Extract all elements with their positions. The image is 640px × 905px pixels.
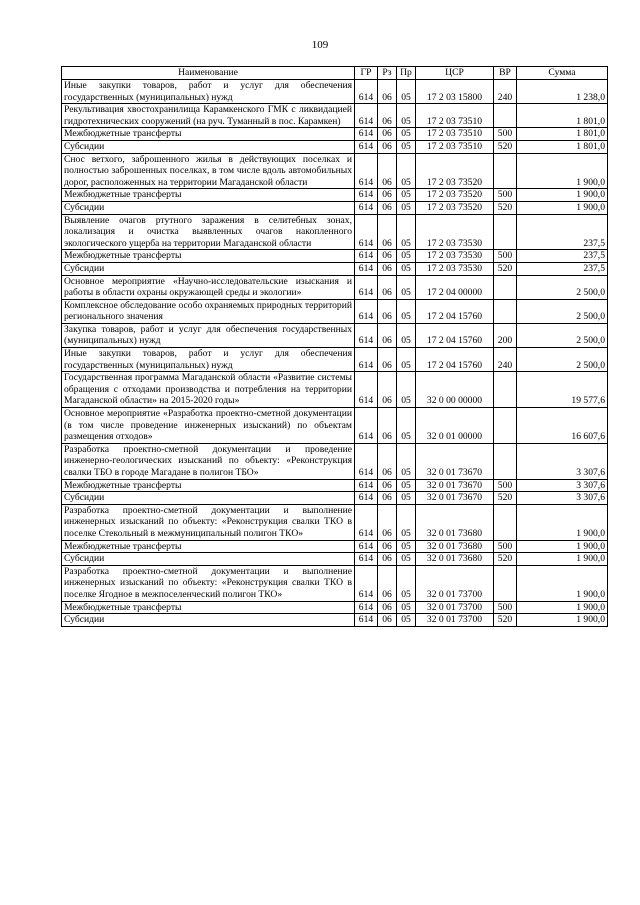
cell-sum: 1 900,0 xyxy=(517,540,608,553)
cell-rz: 06 xyxy=(378,323,397,347)
header-pr: Пр xyxy=(397,67,416,80)
cell-pr: 05 xyxy=(397,189,416,202)
cell-csr: 32 0 01 00000 xyxy=(416,408,494,444)
cell-gr: 614 xyxy=(355,479,378,492)
cell-rz: 06 xyxy=(378,565,397,601)
cell-pr: 05 xyxy=(397,201,416,214)
cell-gr: 614 xyxy=(355,323,378,347)
cell-csr: 32 0 01 73700 xyxy=(416,601,494,614)
cell-gr: 614 xyxy=(355,565,378,601)
cell-sum: 1 900,0 xyxy=(517,553,608,566)
cell-pr: 05 xyxy=(397,408,416,444)
cell-pr: 05 xyxy=(397,372,416,408)
cell-rz: 06 xyxy=(378,614,397,627)
cell-rz: 06 xyxy=(378,214,397,250)
cell-sum: 2 500,0 xyxy=(517,299,608,323)
cell-pr: 05 xyxy=(397,128,416,141)
cell-rz: 06 xyxy=(378,553,397,566)
cell-pr: 05 xyxy=(397,153,416,189)
table-row xyxy=(62,140,608,153)
cell-vr: 520 xyxy=(494,614,517,627)
cell-vr xyxy=(494,275,517,299)
cell-rz: 06 xyxy=(378,104,397,128)
table-row xyxy=(62,553,608,566)
cell-vr xyxy=(494,408,517,444)
cell-sum: 1 900,0 xyxy=(517,601,608,614)
cell-vr xyxy=(494,104,517,128)
cell-csr: 32 0 01 73670 xyxy=(416,443,494,479)
cell-gr: 614 xyxy=(355,262,378,275)
cell-name: Разработка проектно-сметной документации и выполнение инженерных изысканий по объекту: «Реконструкция свалки ТКО в поселке Стекольный в межмуниципальный полигон ТКО» xyxy=(62,504,355,540)
cell-pr: 05 xyxy=(397,214,416,250)
cell-rz: 06 xyxy=(378,128,397,141)
cell-pr: 05 xyxy=(397,565,416,601)
cell-gr: 614 xyxy=(355,348,378,372)
cell-csr: 17 2 03 15800 xyxy=(416,80,494,104)
page-number: 109 xyxy=(311,39,329,51)
cell-vr: 500 xyxy=(494,540,517,553)
cell-name: Комплексное обследование особо охраняемых природных территорий регионального значения xyxy=(62,299,355,323)
cell-name: Межбюджетные трансферты xyxy=(62,189,355,202)
cell-vr: 240 xyxy=(494,348,517,372)
cell-name: Межбюджетные трансферты xyxy=(62,540,355,553)
table-row xyxy=(62,540,608,553)
cell-gr: 614 xyxy=(355,128,378,141)
cell-rz: 06 xyxy=(378,443,397,479)
cell-name: Основное мероприятие «Научно-исследовательские изыскания и работы в области охраны окружающей среды и экологии» xyxy=(62,275,355,299)
cell-name: Субсидии xyxy=(62,492,355,505)
cell-rz: 06 xyxy=(378,140,397,153)
cell-rz: 06 xyxy=(378,201,397,214)
cell-gr: 614 xyxy=(355,275,378,299)
cell-sum: 1 900,0 xyxy=(517,565,608,601)
cell-pr: 05 xyxy=(397,262,416,275)
cell-pr: 05 xyxy=(397,299,416,323)
cell-vr: 500 xyxy=(494,250,517,263)
cell-pr: 05 xyxy=(397,323,416,347)
cell-rz: 06 xyxy=(378,189,397,202)
cell-vr: 520 xyxy=(494,553,517,566)
cell-pr: 05 xyxy=(397,614,416,627)
cell-csr: 32 0 01 73670 xyxy=(416,479,494,492)
cell-sum: 2 500,0 xyxy=(517,348,608,372)
cell-pr: 05 xyxy=(397,80,416,104)
cell-vr xyxy=(494,153,517,189)
cell-vr xyxy=(494,504,517,540)
cell-sum: 237,5 xyxy=(517,250,608,263)
header-rz: Рз xyxy=(378,67,397,80)
cell-vr xyxy=(494,214,517,250)
cell-pr: 05 xyxy=(397,601,416,614)
table-row xyxy=(62,153,608,189)
cell-csr: 17 2 03 73510 xyxy=(416,128,494,141)
cell-csr: 32 0 01 73700 xyxy=(416,614,494,627)
cell-pr: 05 xyxy=(397,492,416,505)
cell-sum: 3 307,6 xyxy=(517,479,608,492)
cell-gr: 614 xyxy=(355,250,378,263)
cell-pr: 05 xyxy=(397,348,416,372)
cell-gr: 614 xyxy=(355,189,378,202)
cell-name: Иные закупки товаров, работ и услуг для обеспечения государственных (муниципальных) нужд xyxy=(62,348,355,372)
table-row xyxy=(62,275,608,299)
cell-pr: 05 xyxy=(397,504,416,540)
header-csr: ЦСР xyxy=(416,67,494,80)
cell-csr: 17 2 04 15760 xyxy=(416,299,494,323)
cell-sum: 3 307,6 xyxy=(517,443,608,479)
cell-csr: 32 0 01 73700 xyxy=(416,565,494,601)
cell-sum: 19 577,6 xyxy=(517,372,608,408)
cell-vr xyxy=(494,443,517,479)
cell-csr: 32 0 01 73680 xyxy=(416,540,494,553)
table-row xyxy=(62,504,608,540)
cell-csr: 17 2 04 15760 xyxy=(416,323,494,347)
cell-rz: 06 xyxy=(378,601,397,614)
cell-name: Межбюджетные трансферты xyxy=(62,128,355,141)
cell-gr: 614 xyxy=(355,80,378,104)
table-row xyxy=(62,104,608,128)
cell-vr: 520 xyxy=(494,201,517,214)
cell-pr: 05 xyxy=(397,553,416,566)
cell-pr: 05 xyxy=(397,540,416,553)
cell-csr: 17 2 03 73520 xyxy=(416,201,494,214)
cell-gr: 614 xyxy=(355,372,378,408)
cell-name: Субсидии xyxy=(62,140,355,153)
cell-rz: 06 xyxy=(378,504,397,540)
cell-pr: 05 xyxy=(397,479,416,492)
cell-rz: 06 xyxy=(378,408,397,444)
cell-pr: 05 xyxy=(397,104,416,128)
cell-gr: 614 xyxy=(355,214,378,250)
cell-vr xyxy=(494,565,517,601)
cell-name: Закупка товаров, работ и услуг для обеспечения государственных (муниципальных) нужд xyxy=(62,323,355,347)
table-row xyxy=(62,128,608,141)
table-row xyxy=(62,348,608,372)
cell-sum: 16 607,6 xyxy=(517,408,608,444)
cell-gr: 614 xyxy=(355,553,378,566)
cell-name: Субсидии xyxy=(62,201,355,214)
cell-gr: 614 xyxy=(355,104,378,128)
cell-gr: 614 xyxy=(355,614,378,627)
table-row xyxy=(62,250,608,263)
header-name: Наименование xyxy=(62,67,355,80)
cell-rz: 06 xyxy=(378,540,397,553)
table-row xyxy=(62,565,608,601)
cell-csr: 32 0 01 73670 xyxy=(416,492,494,505)
cell-vr: 500 xyxy=(494,601,517,614)
cell-gr: 614 xyxy=(355,153,378,189)
cell-pr: 05 xyxy=(397,443,416,479)
cell-csr: 17 2 03 73530 xyxy=(416,214,494,250)
cell-csr: 17 2 03 73520 xyxy=(416,189,494,202)
cell-rz: 06 xyxy=(378,299,397,323)
table-row xyxy=(62,80,608,104)
cell-sum: 1 900,0 xyxy=(517,189,608,202)
table-row xyxy=(62,323,608,347)
cell-gr: 614 xyxy=(355,140,378,153)
cell-sum: 1 900,0 xyxy=(517,201,608,214)
cell-vr xyxy=(494,372,517,408)
cell-sum: 1 900,0 xyxy=(517,614,608,627)
table-row xyxy=(62,614,608,627)
table-row xyxy=(62,189,608,202)
table-row xyxy=(62,479,608,492)
cell-csr: 17 2 03 73520 xyxy=(416,153,494,189)
cell-vr: 520 xyxy=(494,262,517,275)
cell-gr: 614 xyxy=(355,408,378,444)
cell-name: Разработка проектно-сметной документации и выполнение инженерных изысканий по объекту: «Реконструкция свалки ТКО в поселке Ягодное в межпоселенческий полигон ТКО» xyxy=(62,565,355,601)
cell-csr: 32 0 01 73680 xyxy=(416,504,494,540)
cell-csr: 32 0 01 73680 xyxy=(416,553,494,566)
cell-pr: 05 xyxy=(397,275,416,299)
cell-csr: 17 2 04 00000 xyxy=(416,275,494,299)
cell-sum: 2 500,0 xyxy=(517,275,608,299)
cell-vr: 500 xyxy=(494,128,517,141)
header-gr: ГР xyxy=(355,67,378,80)
cell-sum: 1 238,0 xyxy=(517,80,608,104)
cell-rz: 06 xyxy=(378,250,397,263)
header-vr: ВР xyxy=(494,67,517,80)
cell-gr: 614 xyxy=(355,601,378,614)
cell-name: Субсидии xyxy=(62,614,355,627)
cell-gr: 614 xyxy=(355,492,378,505)
cell-rz: 06 xyxy=(378,479,397,492)
cell-rz: 06 xyxy=(378,372,397,408)
cell-sum: 3 307,6 xyxy=(517,492,608,505)
cell-name: Субсидии xyxy=(62,553,355,566)
cell-vr: 240 xyxy=(494,80,517,104)
cell-rz: 06 xyxy=(378,275,397,299)
cell-name: Рекультивация хвостохранилища Карамкенского ГМК с ликвидацией гидротехнических сооружений (на руч. Туманный в пос. Карамкен) xyxy=(62,104,355,128)
cell-rz: 06 xyxy=(378,348,397,372)
cell-name: Субсидии xyxy=(62,262,355,275)
cell-name: Основное мероприятие «Разработка проектно-сметной документации (в том числе проведение инженерных изысканий) по объектам размещения отходов» xyxy=(62,408,355,444)
cell-gr: 614 xyxy=(355,299,378,323)
header-sum: Сумма xyxy=(517,67,608,80)
cell-csr: 17 2 04 15760 xyxy=(416,348,494,372)
cell-sum: 1 900,0 xyxy=(517,504,608,540)
cell-name: Разработка проектно-сметной документации и проведение инженерно-геологических изысканий по объекту: «Реконструкция свалки ТБО в городе Магадане в полигон ТБО» xyxy=(62,443,355,479)
cell-name: Межбюджетные трансферты xyxy=(62,479,355,492)
cell-vr: 520 xyxy=(494,140,517,153)
cell-csr: 17 2 03 73530 xyxy=(416,262,494,275)
table-row xyxy=(62,443,608,479)
table-row xyxy=(62,201,608,214)
cell-name: Межбюджетные трансферты xyxy=(62,601,355,614)
cell-name: Выявление очагов ртутного заражения в селитебных зонах, локализация и очистка выявленных очагов накопленного экологического ущерба на территории Магаданской области xyxy=(62,214,355,250)
table-row xyxy=(62,214,608,250)
cell-csr: 32 0 00 00000 xyxy=(416,372,494,408)
cell-sum: 1 801,0 xyxy=(517,104,608,128)
cell-name: Государственная программа Магаданской области «Развитие системы обращения с отходами производства и потребления на территории Магаданской области» на 2015-2020 годы» xyxy=(62,372,355,408)
cell-pr: 05 xyxy=(397,140,416,153)
cell-rz: 06 xyxy=(378,80,397,104)
table-header-row xyxy=(62,67,608,80)
table-row xyxy=(62,601,608,614)
cell-vr: 500 xyxy=(494,189,517,202)
cell-vr: 200 xyxy=(494,323,517,347)
cell-gr: 614 xyxy=(355,540,378,553)
table-row xyxy=(62,372,608,408)
cell-sum: 1 801,0 xyxy=(517,128,608,141)
cell-pr: 05 xyxy=(397,250,416,263)
cell-sum: 237,5 xyxy=(517,262,608,275)
cell-gr: 614 xyxy=(355,201,378,214)
table-row xyxy=(62,408,608,444)
cell-rz: 06 xyxy=(378,153,397,189)
cell-csr: 17 2 03 73510 xyxy=(416,140,494,153)
cell-csr: 17 2 03 73510 xyxy=(416,104,494,128)
table-row xyxy=(62,262,608,275)
cell-sum: 1 900,0 xyxy=(517,153,608,189)
cell-rz: 06 xyxy=(378,492,397,505)
cell-vr xyxy=(494,299,517,323)
cell-sum: 1 801,0 xyxy=(517,140,608,153)
cell-name: Иные закупки товаров, работ и услуг для обеспечения государственных (муниципальных) нужд xyxy=(62,80,355,104)
cell-csr: 17 2 03 73530 xyxy=(416,250,494,263)
cell-vr: 520 xyxy=(494,492,517,505)
cell-gr: 614 xyxy=(355,443,378,479)
cell-sum: 237,5 xyxy=(517,214,608,250)
cell-name: Межбюджетные трансферты xyxy=(62,250,355,263)
table-row xyxy=(62,492,608,505)
cell-vr: 500 xyxy=(494,479,517,492)
cell-name: Снос ветхого, заброшенного жилья в действующих поселках и полностью заброшенных поселках, в том числе вдоль автомобильных дорог, расположенных на территории Магаданской области xyxy=(62,153,355,189)
cell-rz: 06 xyxy=(378,262,397,275)
table-row xyxy=(62,299,608,323)
budget-table xyxy=(61,66,608,627)
cell-sum: 2 500,0 xyxy=(517,323,608,347)
cell-gr: 614 xyxy=(355,504,378,540)
